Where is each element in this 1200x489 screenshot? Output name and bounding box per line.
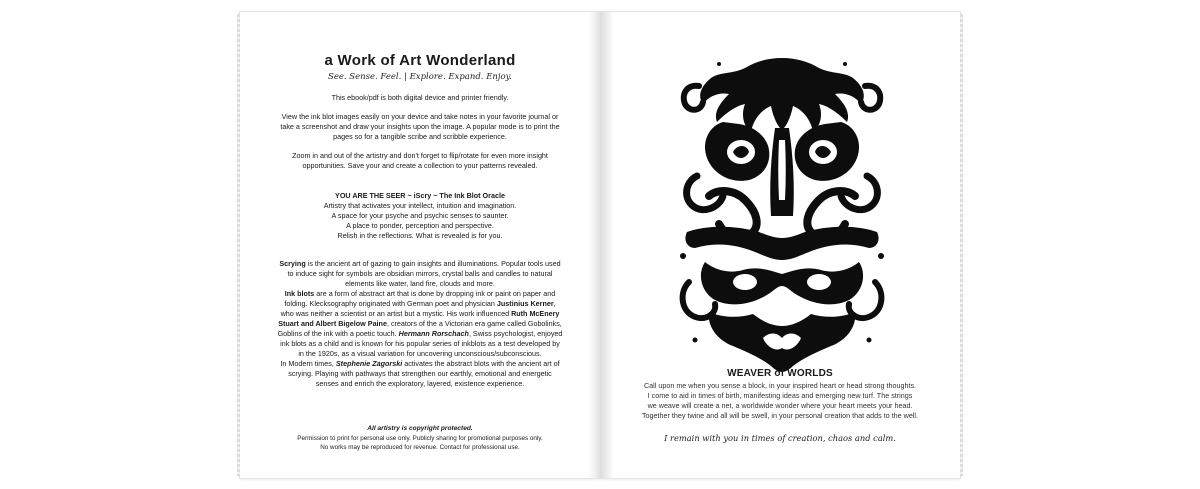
inkblot-image <box>679 56 885 372</box>
seer-line: Relish in the reflections. What is revealed is for you. <box>337 231 503 240</box>
artwork-title: WEAVER of WORLDS <box>727 368 833 379</box>
history-section <box>262 259 578 389</box>
scrying-text: is the ancient art of gazing to gain insights and illuminations. Popular tools used <box>305 259 561 268</box>
view-line: take a screenshot and draw your insights upon the image. A popular mode is to print the <box>280 122 560 131</box>
gutter-shadow-right <box>600 12 614 478</box>
description-line: we weave will create a net, a worldwide wonder where your heart meets your head. <box>647 401 913 410</box>
intro-line: This ebook/pdf is both digital device and printer friendly. <box>331 93 509 102</box>
modern-line-2: scrying. Playing with pathways that strengthen our earthly, emotional and energetic <box>288 369 552 378</box>
copyright-notice <box>262 424 578 453</box>
modern-text: In Modern times, <box>280 359 336 368</box>
copyright-heading: All artistry is copyright protected. <box>367 425 473 432</box>
inkblots-line-5 <box>262 329 578 339</box>
inkblots-line-6: ink blots as a child and is known for his popular series of inkblots as a test developed by <box>280 339 560 348</box>
page-edge-left <box>237 14 240 476</box>
modern-line-1 <box>262 359 578 369</box>
inkblots-line-3 <box>262 309 578 319</box>
view-line: View the ink blot images easily on your device and take notes in your favorite journal or <box>281 112 559 121</box>
inkblots-text: who was neither a scientist or an artist but a mystic. His work influenced <box>280 309 512 318</box>
book-title: a Work of Art Wonderland <box>324 52 516 69</box>
inkblots-text: , <box>553 299 556 308</box>
page-edge-right <box>960 14 963 476</box>
seer-section <box>262 191 578 241</box>
seer-line: A space for your psyche and psychic senses to saunter. <box>331 211 509 220</box>
inkblots-text: folding. Klecksography originated with German poet and physician <box>284 299 497 308</box>
inkblots-term: Ink blots <box>284 289 315 298</box>
seer-heading: YOU ARE THE SEER ~ iScry ~ The Ink Blot Oracle <box>335 191 505 200</box>
inkblots-text: , Swiss psychologist, enjoyed <box>468 329 563 338</box>
right-page <box>600 12 960 478</box>
zoom-line: Zoom in and out of the artistry and don't forget to flip/rotate for even more insight <box>292 151 548 160</box>
kerner-name: Justinius Kerner <box>496 299 554 308</box>
rorschach-name: Hermann Rorschach <box>398 329 469 338</box>
modern-text: activates the abstract blots with the ancient art of <box>402 359 560 368</box>
artwork-description <box>626 381 934 421</box>
zoom-paragraph <box>262 151 578 171</box>
description-line: Together they twine and all will be swell, in your personal creation that adds to the well. <box>641 411 919 420</box>
inkblots-line-2 <box>262 299 578 309</box>
mcenery-name: Ruth McEnery <box>511 309 560 318</box>
scrying-line-3: elements like water, land fire, clouds and more. <box>345 279 495 288</box>
closing-line: I remain with you in times of creation, chaos and calm. <box>664 433 896 443</box>
stuart-paine-names: Stuart and Albert Bigelow Paine <box>278 319 387 328</box>
description-line: I come to aid in times of birth, manifesting ideas and emerging new turf. The strings <box>647 391 913 400</box>
inkblots-text: , creators of the a Victorian era game called Gobolinks, <box>386 319 562 328</box>
modern-line-3: senses and enrich the exploratory, layered, existence experience. <box>315 379 525 388</box>
copyright-line: No works may be reproduced for revenue. Contact for professional use. <box>320 444 520 451</box>
zoom-line: opportunities. Save your and create a collection to your patterns revealed. <box>302 161 538 170</box>
description-line: Call upon me when you sense a block, in your inspired heart or head strong thoughts. <box>643 381 917 390</box>
view-line: pages so for a tangible scribe and scribble experience. <box>333 132 507 141</box>
open-book <box>240 12 960 478</box>
view-paragraph <box>262 112 578 142</box>
seer-line: Artistry that activates your intellect, intuition and imagination. <box>323 201 517 210</box>
tagline: See. Sense. Feel. | Explore. Expand. Enjoy. <box>328 72 512 82</box>
seer-line: A place to ponder, perception and perspective. <box>346 221 494 230</box>
inkblots-text: are a form of abstract art that is done by dropping ink or paint on paper and <box>314 289 556 298</box>
scrying-term: Scrying <box>279 259 306 268</box>
scrying-line-2: to induce sight for symbols are obsidian mirrors, crystal balls and candles to natural <box>287 269 553 278</box>
intro-paragraph <box>262 93 578 103</box>
inkblots-line-4 <box>262 319 578 329</box>
scrying-line-1 <box>262 259 578 269</box>
inkblots-line-7: in the 1920s, as a visual variation for uncovering unconscious/subconscious. <box>298 349 542 358</box>
inkblots-text: Goblins of the ink with a poetic touch. <box>277 329 399 338</box>
left-page <box>240 12 600 478</box>
copyright-line: Permission to print for personal use only. Publicly sharing for promotional purposes only. <box>297 434 543 442</box>
left-page-content <box>262 52 578 389</box>
zagorski-name: Stephenie Zagorski <box>335 359 403 368</box>
inkblots-line-1 <box>262 289 578 299</box>
